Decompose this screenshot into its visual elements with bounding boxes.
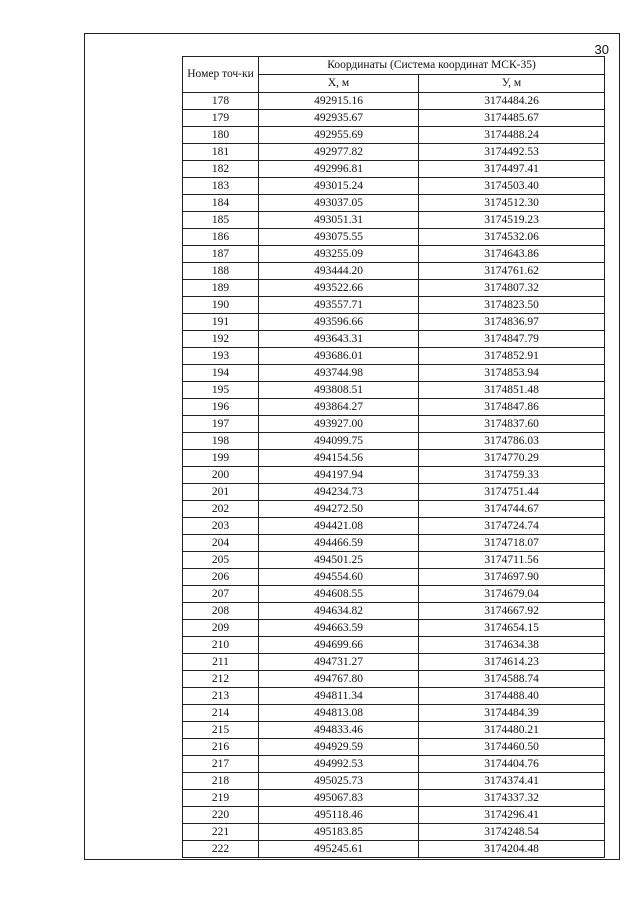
coordinates-table (182, 56, 605, 858)
point-number-cell: 218 (183, 773, 259, 790)
x-coordinate-cell: 494929.59 (259, 739, 419, 756)
table-row (183, 671, 605, 688)
point-number-cell: 183 (183, 178, 259, 195)
table-row (183, 348, 605, 365)
x-coordinate-cell: 492977.82 (259, 144, 419, 161)
table-row (183, 501, 605, 518)
point-number-cell: 209 (183, 620, 259, 637)
y-coordinate-cell: 3174460.50 (419, 739, 605, 756)
point-number-cell: 197 (183, 416, 259, 433)
x-coordinate-cell: 493557.71 (259, 297, 419, 314)
y-coordinate-cell: 3174588.74 (419, 671, 605, 688)
table-row (183, 790, 605, 807)
document-page (84, 33, 620, 860)
table-row (183, 552, 605, 569)
table-row (183, 841, 605, 858)
table-row (183, 773, 605, 790)
x-coordinate-cell: 494813.08 (259, 705, 419, 722)
table-row (183, 739, 605, 756)
x-coordinate-cell: 494234.73 (259, 484, 419, 501)
table-row (183, 144, 605, 161)
table-row (183, 161, 605, 178)
x-coordinate-cell: 494154.56 (259, 450, 419, 467)
y-coordinate-cell: 3174847.79 (419, 331, 605, 348)
table-row (183, 620, 605, 637)
x-coordinate-cell: 495118.46 (259, 807, 419, 824)
x-coordinate-cell: 494811.34 (259, 688, 419, 705)
y-coordinate-cell: 3174697.90 (419, 569, 605, 586)
x-coordinate-cell: 494099.75 (259, 433, 419, 450)
y-coordinate-cell: 3174484.39 (419, 705, 605, 722)
x-coordinate-cell: 493444.20 (259, 263, 419, 280)
point-number-cell: 216 (183, 739, 259, 756)
x-coordinate-cell: 494767.80 (259, 671, 419, 688)
table-row (183, 280, 605, 297)
table-row (183, 212, 605, 229)
y-coordinate-cell: 3174532.06 (419, 229, 605, 246)
table-row (183, 722, 605, 739)
y-coordinate-cell: 3174718.07 (419, 535, 605, 552)
y-coordinate-cell: 3174485.67 (419, 110, 605, 127)
y-coordinate-cell: 3174643.86 (419, 246, 605, 263)
table-row (183, 365, 605, 382)
x-coordinate-cell: 494554.60 (259, 569, 419, 586)
x-coordinate-cell: 495025.73 (259, 773, 419, 790)
x-coordinate-cell: 493015.24 (259, 178, 419, 195)
x-coordinate-cell: 494421.08 (259, 518, 419, 535)
table-row (183, 484, 605, 501)
point-number-cell: 189 (183, 280, 259, 297)
y-coordinate-cell: 3174744.67 (419, 501, 605, 518)
x-coordinate-cell: 494501.25 (259, 552, 419, 569)
table-header (183, 57, 605, 93)
y-coordinate-cell: 3174404.76 (419, 756, 605, 773)
table-row (183, 807, 605, 824)
x-coordinate-cell: 493686.01 (259, 348, 419, 365)
table-row (183, 756, 605, 773)
point-number-cell: 180 (183, 127, 259, 144)
x-coordinate-cell: 492996.81 (259, 161, 419, 178)
point-number-cell: 208 (183, 603, 259, 620)
x-coordinate-cell: 492935.67 (259, 110, 419, 127)
x-coordinate-cell: 493075.55 (259, 229, 419, 246)
point-number-cell: 219 (183, 790, 259, 807)
point-number-cell: 187 (183, 246, 259, 263)
point-number-cell: 202 (183, 501, 259, 518)
point-number-cell: 190 (183, 297, 259, 314)
point-number-cell: 179 (183, 110, 259, 127)
y-coordinate-cell: 3174847.86 (419, 399, 605, 416)
y-coordinate-cell: 3174679.04 (419, 586, 605, 603)
x-coordinate-cell: 493051.31 (259, 212, 419, 229)
point-number-cell: 194 (183, 365, 259, 382)
point-number-cell: 200 (183, 467, 259, 484)
table-row (183, 569, 605, 586)
y-coordinate-cell: 3174519.23 (419, 212, 605, 229)
y-coordinate-cell: 3174770.29 (419, 450, 605, 467)
table-row (183, 382, 605, 399)
table-row (183, 433, 605, 450)
y-coordinate-cell: 3174488.40 (419, 688, 605, 705)
x-coordinate-cell: 493037.05 (259, 195, 419, 212)
y-column-header: У, м (419, 75, 605, 93)
point-number-cell: 222 (183, 841, 259, 858)
table-row (183, 416, 605, 433)
point-number-cell: 217 (183, 756, 259, 773)
y-coordinate-cell: 3174512.30 (419, 195, 605, 212)
point-number-cell: 203 (183, 518, 259, 535)
point-number-cell: 213 (183, 688, 259, 705)
y-coordinate-cell: 3174614.23 (419, 654, 605, 671)
table-row (183, 263, 605, 280)
y-coordinate-cell: 3174786.03 (419, 433, 605, 450)
y-coordinate-cell: 3174248.54 (419, 824, 605, 841)
table-row (183, 705, 605, 722)
point-number-cell: 214 (183, 705, 259, 722)
point-number-cell: 220 (183, 807, 259, 824)
table-row (183, 603, 605, 620)
page-number: 30 (594, 42, 609, 57)
point-number-cell: 184 (183, 195, 259, 212)
point-number-cell: 205 (183, 552, 259, 569)
table-row (183, 246, 605, 263)
table-row (183, 195, 605, 212)
x-coordinate-cell: 495183.85 (259, 824, 419, 841)
table-row (183, 535, 605, 552)
coordinate-system-header: Координаты (Система координат МСК-35) (259, 57, 605, 75)
x-coordinate-cell: 495245.61 (259, 841, 419, 858)
x-coordinate-cell: 493643.31 (259, 331, 419, 348)
table-row (183, 518, 605, 535)
table-row (183, 331, 605, 348)
table-row (183, 297, 605, 314)
x-coordinate-cell: 493927.00 (259, 416, 419, 433)
x-coordinate-cell: 493522.66 (259, 280, 419, 297)
point-number-cell: 211 (183, 654, 259, 671)
x-column-header: X, м (259, 75, 419, 93)
x-coordinate-cell: 493596.66 (259, 314, 419, 331)
table-row (183, 824, 605, 841)
x-coordinate-cell: 494634.82 (259, 603, 419, 620)
y-coordinate-cell: 3174837.60 (419, 416, 605, 433)
table-row (183, 229, 605, 246)
point-number-cell: 191 (183, 314, 259, 331)
y-coordinate-cell: 3174484.26 (419, 93, 605, 110)
point-number-header: Номер точ-ки (183, 57, 259, 93)
point-number-cell: 196 (183, 399, 259, 416)
x-coordinate-cell: 493744.98 (259, 365, 419, 382)
table-row (183, 399, 605, 416)
y-coordinate-cell: 3174503.40 (419, 178, 605, 195)
y-coordinate-cell: 3174204.48 (419, 841, 605, 858)
x-coordinate-cell: 492915.16 (259, 93, 419, 110)
table-row (183, 467, 605, 484)
y-coordinate-cell: 3174711.56 (419, 552, 605, 569)
x-coordinate-cell: 495067.83 (259, 790, 419, 807)
table-row (183, 93, 605, 110)
table-row (183, 688, 605, 705)
table-row (183, 314, 605, 331)
point-number-cell: 182 (183, 161, 259, 178)
table-row (183, 654, 605, 671)
y-coordinate-cell: 3174634.38 (419, 637, 605, 654)
y-coordinate-cell: 3174807.32 (419, 280, 605, 297)
x-coordinate-cell: 492955.69 (259, 127, 419, 144)
x-coordinate-cell: 494663.59 (259, 620, 419, 637)
point-number-cell: 193 (183, 348, 259, 365)
y-coordinate-cell: 3174374.41 (419, 773, 605, 790)
table-row (183, 586, 605, 603)
x-coordinate-cell: 494272.50 (259, 501, 419, 518)
x-coordinate-cell: 494466.59 (259, 535, 419, 552)
point-number-cell: 199 (183, 450, 259, 467)
point-number-cell: 210 (183, 637, 259, 654)
y-coordinate-cell: 3174724.74 (419, 518, 605, 535)
y-coordinate-cell: 3174488.24 (419, 127, 605, 144)
table-row (183, 110, 605, 127)
point-number-cell: 221 (183, 824, 259, 841)
y-coordinate-cell: 3174492.53 (419, 144, 605, 161)
y-coordinate-cell: 3174751.44 (419, 484, 605, 501)
point-number-cell: 207 (183, 586, 259, 603)
point-number-cell: 192 (183, 331, 259, 348)
y-coordinate-cell: 3174823.50 (419, 297, 605, 314)
table-row (183, 127, 605, 144)
x-coordinate-cell: 494699.66 (259, 637, 419, 654)
y-coordinate-cell: 3174761.62 (419, 263, 605, 280)
x-coordinate-cell: 494197.94 (259, 467, 419, 484)
y-coordinate-cell: 3174836.97 (419, 314, 605, 331)
point-number-cell: 195 (183, 382, 259, 399)
x-coordinate-cell: 494833.46 (259, 722, 419, 739)
x-coordinate-cell: 494992.53 (259, 756, 419, 773)
point-number-cell: 186 (183, 229, 259, 246)
x-coordinate-cell: 494608.55 (259, 586, 419, 603)
y-coordinate-cell: 3174480.21 (419, 722, 605, 739)
table-row (183, 178, 605, 195)
x-coordinate-cell: 493808.51 (259, 382, 419, 399)
y-coordinate-cell: 3174654.15 (419, 620, 605, 637)
x-coordinate-cell: 494731.27 (259, 654, 419, 671)
point-number-cell: 181 (183, 144, 259, 161)
point-number-cell: 215 (183, 722, 259, 739)
y-coordinate-cell: 3174296.41 (419, 807, 605, 824)
point-number-cell: 178 (183, 93, 259, 110)
point-number-cell: 201 (183, 484, 259, 501)
x-coordinate-cell: 493864.27 (259, 399, 419, 416)
y-coordinate-cell: 3174852.91 (419, 348, 605, 365)
x-coordinate-cell: 493255.09 (259, 246, 419, 263)
table-row (183, 450, 605, 467)
table-row (183, 637, 605, 654)
point-number-cell: 206 (183, 569, 259, 586)
point-number-cell: 198 (183, 433, 259, 450)
y-coordinate-cell: 3174667.92 (419, 603, 605, 620)
point-number-cell: 212 (183, 671, 259, 688)
point-number-cell: 188 (183, 263, 259, 280)
y-coordinate-cell: 3174759.33 (419, 467, 605, 484)
y-coordinate-cell: 3174337.32 (419, 790, 605, 807)
y-coordinate-cell: 3174497.41 (419, 161, 605, 178)
point-number-cell: 185 (183, 212, 259, 229)
y-coordinate-cell: 3174851.48 (419, 382, 605, 399)
table-body (183, 93, 605, 858)
point-number-cell: 204 (183, 535, 259, 552)
y-coordinate-cell: 3174853.94 (419, 365, 605, 382)
